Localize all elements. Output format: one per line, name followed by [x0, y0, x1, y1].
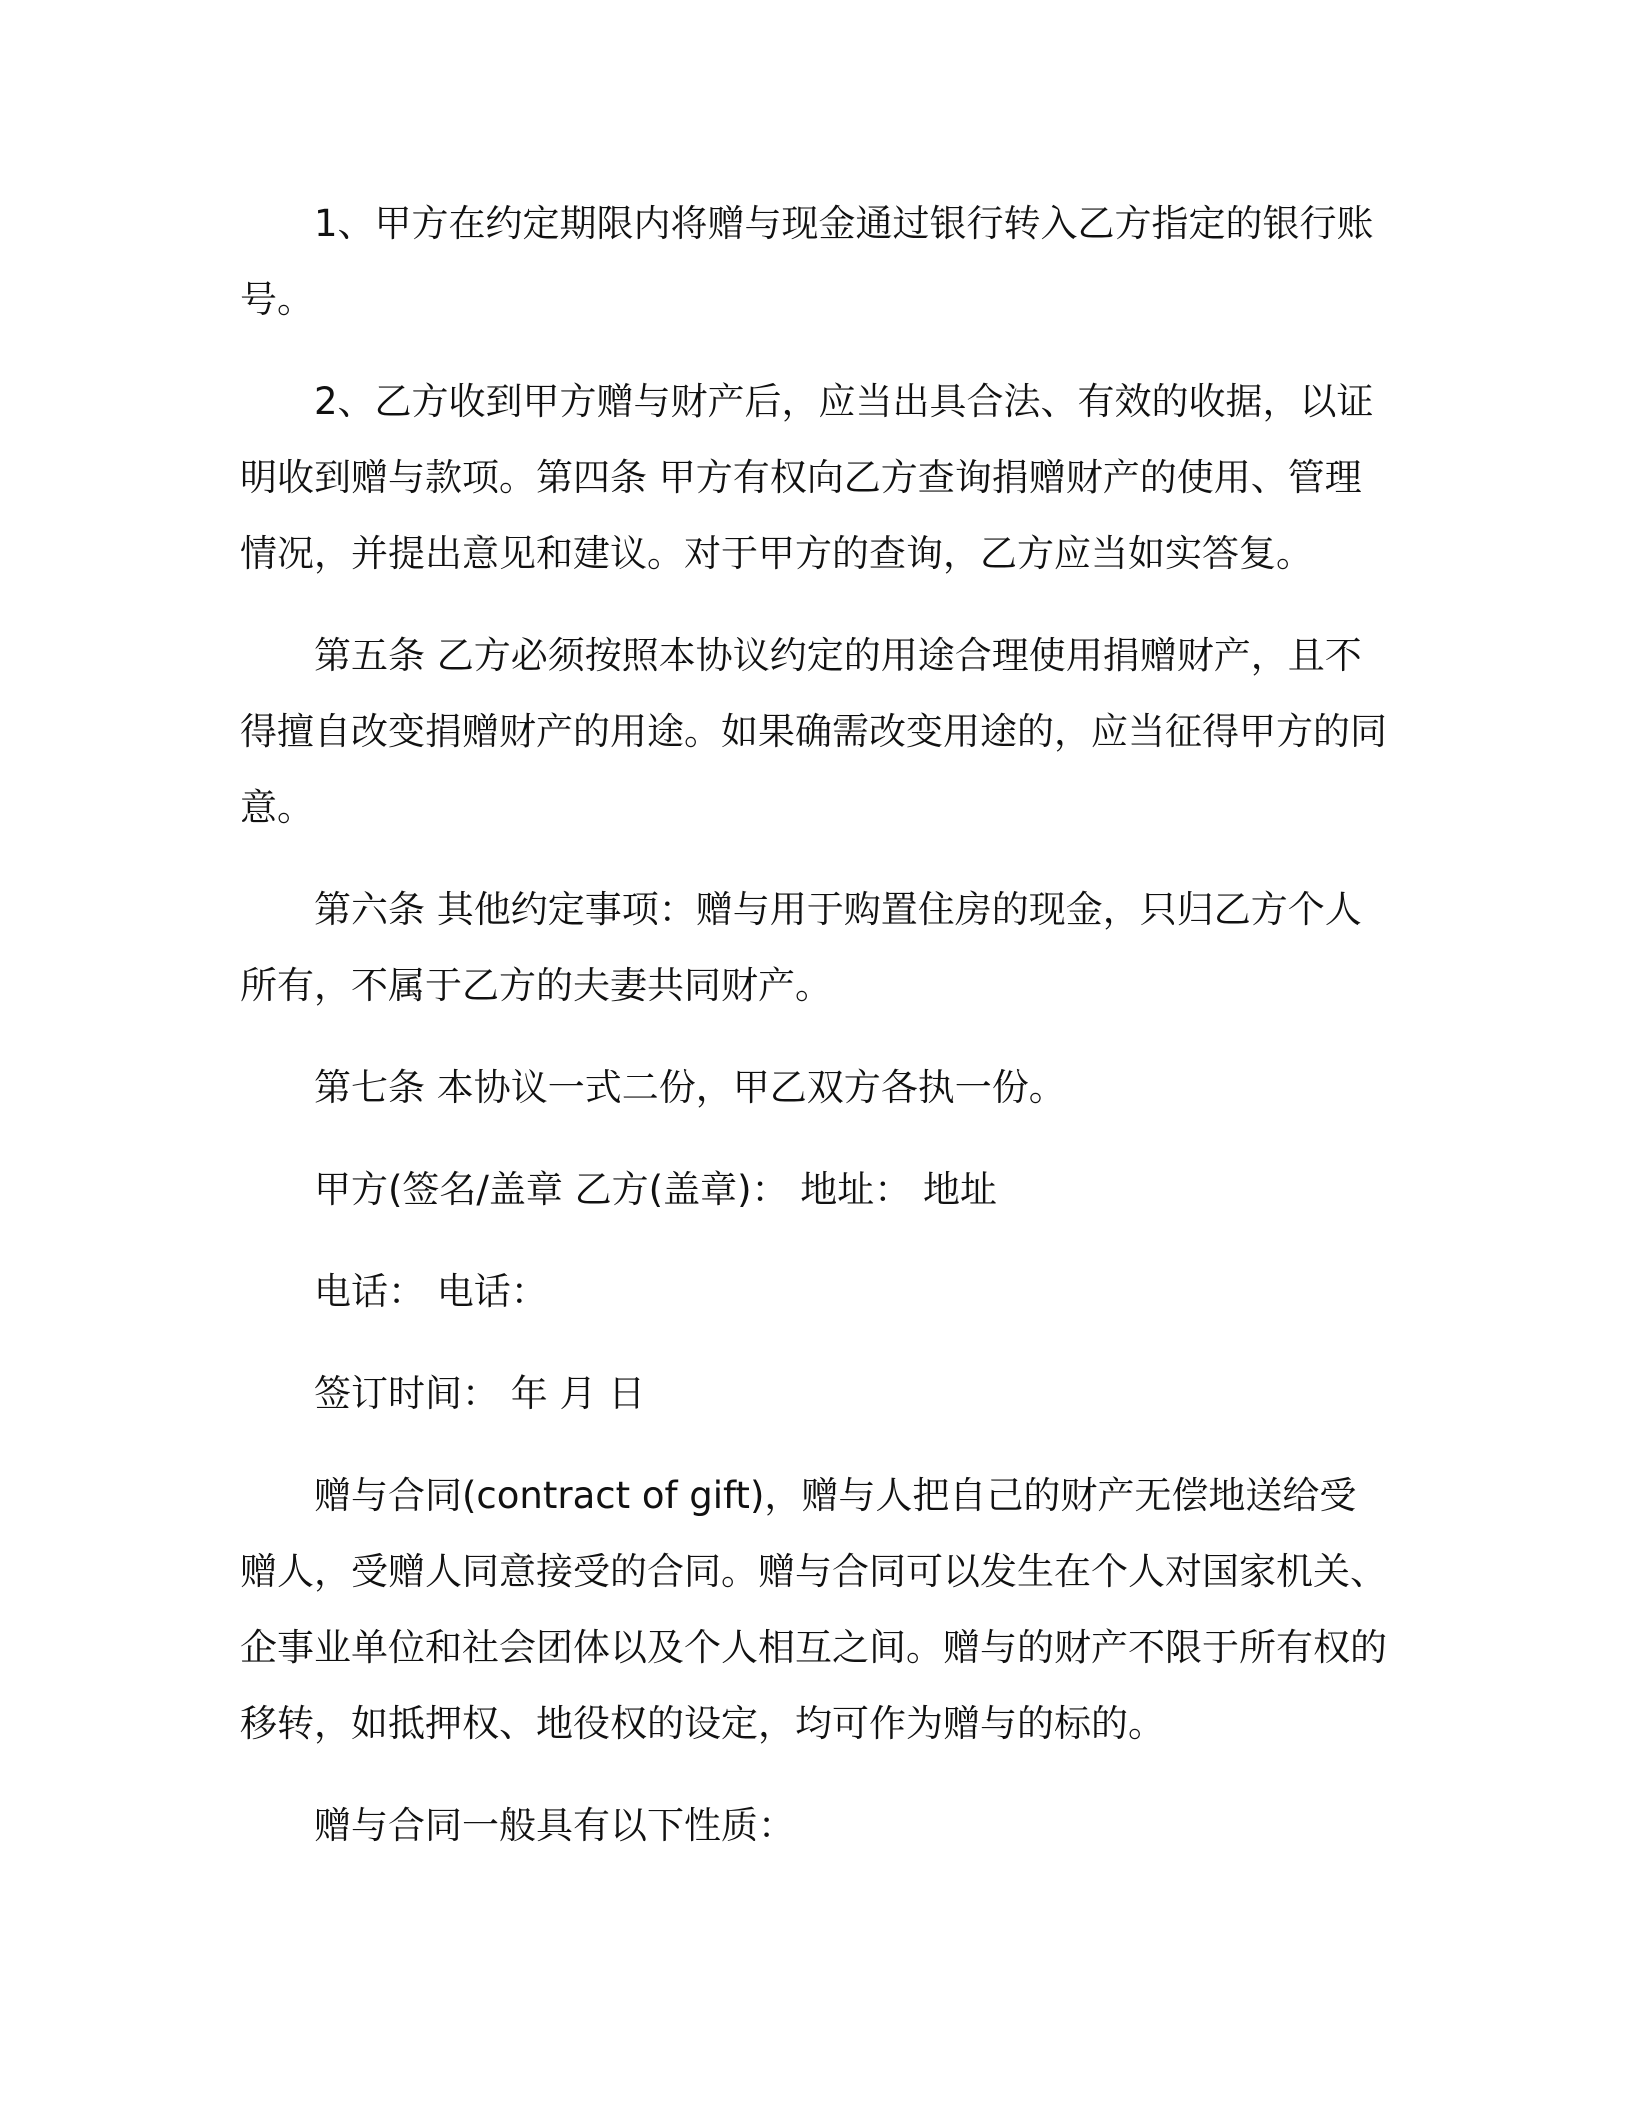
- paragraph-article-5: 第五条 乙方必须按照本协议约定的用途合理使用捐赠财产，且不得擅自改变捐赠财产的用途。如果确需改变用途的，应当征得甲方的同意。: [240, 634, 1387, 829]
- paragraph-article-7: 第七条 本协议一式二份，甲乙双方各执一份。: [314, 1066, 1066, 1109]
- paragraph-article-6: 第六条 其他约定事项：赠与用于购置住房的现金，只归乙方个人所有，不属于乙方的夫妻共同财产。: [240, 888, 1362, 1007]
- document-body: [240, 186, 1392, 1890]
- paragraph-phone: 电话： 电话：: [314, 1270, 548, 1313]
- paragraph-signing-date: 签订时间： 年 月 日: [314, 1372, 646, 1415]
- paragraph-signatures-address: 甲方(签名/盖章 乙方(盖章)： 地址： 地址: [314, 1168, 998, 1211]
- paragraph-bank-transfer: 1、甲方在约定期限内将赠与现金通过银行转入乙方指定的银行账号。: [240, 202, 1374, 321]
- paragraph-gift-contract-definition: 赠与合同(contract of gift)，赠与人把自己的财产无偿地送给受赠人，受赠人同意接受的合同。赠与合同可以发生在个人对国家机关、企事业单位和社会团体以及个人相互之间。赠与的财产不限于所有权的移转，如抵押权、地役权的设定，均可作为赠与的标的。: [240, 1474, 1387, 1745]
- paragraph-receipt-article-4: 2、乙方收到甲方赠与财产后，应当出具合法、有效的收据，以证明收到赠与款项。第四条 甲方有权向乙方查询捐赠财产的使用、管理情况，并提出意见和建议。对于甲方的查询，乙方应当如实答复。: [240, 380, 1374, 575]
- paragraph-gift-contract-nature: 赠与合同一般具有以下性质：: [314, 1804, 795, 1847]
